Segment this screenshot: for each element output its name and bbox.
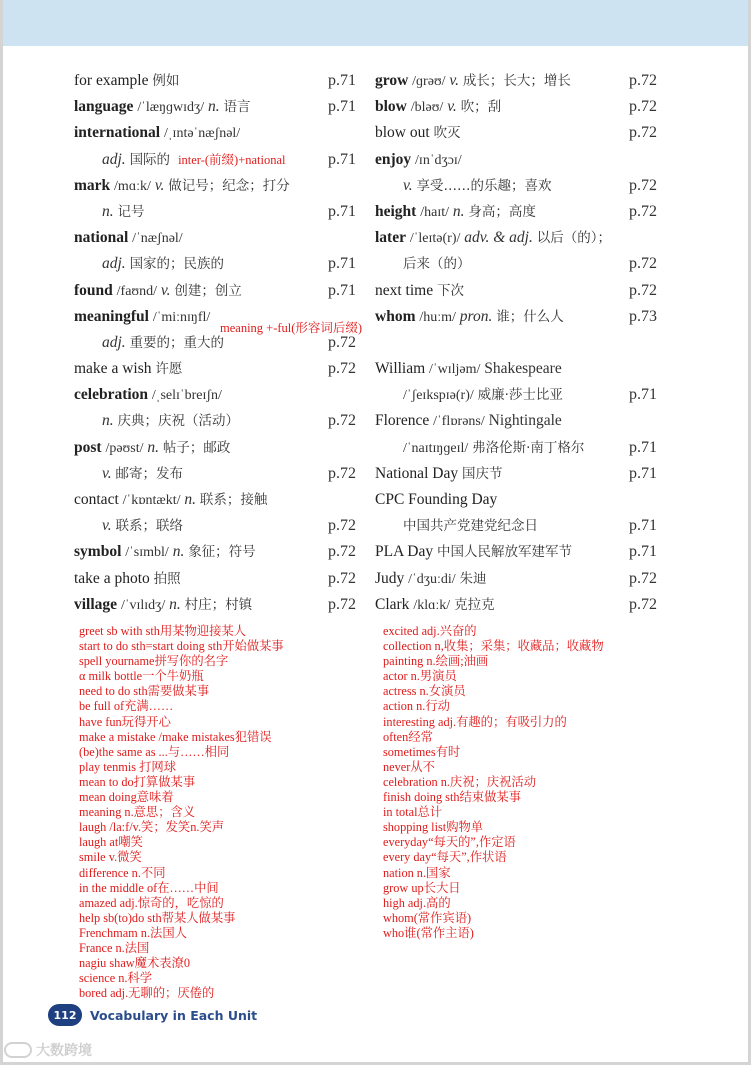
vocab-entry: [74, 147, 356, 173]
vocab-entry: [375, 592, 657, 618]
page-ref: p.72: [328, 569, 356, 587]
part-of-speech: v.: [160, 281, 171, 299]
part-of-speech: v.: [102, 464, 112, 482]
part-of-speech: adv. & adj.: [464, 229, 533, 247]
page-ref: p.72: [629, 72, 657, 89]
part-of-speech: adj.: [102, 255, 126, 273]
part-of-speech: v.: [154, 176, 165, 194]
phonetic: /ˈvɪlɪdʒ/: [120, 597, 166, 613]
note-line: celebration n.庆祝；庆祝活动: [383, 774, 536, 789]
note-line: laugh /la:f/v.笑；发笑n.笑声: [79, 820, 225, 835]
page-ref: p.72: [328, 333, 356, 351]
vocab-entry: [375, 356, 657, 382]
phonetic: /ˈsɪmbl/: [125, 545, 169, 561]
vocab-term: PLA Day: [375, 543, 434, 561]
page-ref: p.71: [328, 202, 356, 220]
vocab-term: village: [74, 595, 118, 613]
note-line: sometimes有时: [383, 744, 461, 759]
vocab-entry: [375, 120, 657, 146]
vocab-entry: [375, 173, 657, 199]
phonetic: /ˈnaɪtɪŋɡeɪl/: [403, 440, 469, 456]
note-line: greet sb with sth用某物迎接某人: [79, 624, 247, 638]
page-ref: p.71: [328, 98, 356, 116]
page-ref: p.72: [629, 98, 657, 116]
vocab-entry: [375, 278, 657, 304]
vocab-term: next time: [375, 281, 434, 299]
vocab-entry: [375, 68, 657, 94]
meaning: 吹；刮: [460, 99, 502, 116]
note-line: Frenchmam n.法国人: [79, 925, 187, 940]
part-of-speech: n.: [452, 202, 465, 220]
phonetic: /ɪnˈdʒɔɪ/: [415, 152, 462, 168]
vocab-entry: [375, 513, 657, 539]
page-ref: p.72: [629, 202, 657, 220]
phonetic: /ˌɪntəˈnæʃnəl/: [164, 126, 241, 142]
vocab-entry: [375, 304, 657, 330]
phonetic: /ˈdʒuːdi/: [408, 571, 456, 587]
note-line: nation n.国家: [383, 865, 451, 880]
vocab-entry: [375, 251, 657, 277]
page-ref: p.72: [629, 569, 657, 587]
note-line: finish doing sth结束做某事: [383, 790, 522, 805]
phonetic: /ɡrəʊ/: [412, 74, 446, 89]
phonetic: /ˈʃeɪkspɪə(r)/: [403, 388, 474, 404]
note-line: nagiu shaw魔术表潦0: [79, 956, 191, 971]
vocab-entry: [74, 408, 356, 434]
part-of-speech: n.: [169, 595, 181, 613]
vocab-entry: [74, 225, 356, 251]
vocab-term: Florence: [375, 412, 430, 430]
meaning: 中国共产党建党纪念日: [403, 518, 538, 535]
part-of-speech: n.: [208, 98, 220, 116]
part-of-speech: pron.: [459, 307, 493, 325]
vocab-entry: [74, 68, 356, 94]
meaning: 弗洛伦斯·南丁格尔: [472, 439, 585, 456]
part-of-speech: n.: [172, 543, 185, 561]
vocab-column-left: [74, 68, 356, 618]
vocab-entry: [74, 120, 356, 146]
vocab-entry: [375, 199, 657, 225]
note-line: shopping list购物单: [383, 820, 484, 835]
note-line: actor n.男演员: [383, 669, 457, 684]
note-line: bored adj.无聊的；厌倦的: [79, 986, 215, 1001]
handwritten-notes-right: [383, 624, 604, 941]
note-line: painting n.绘画;油画: [383, 654, 489, 669]
phonetic: /mɑːk/: [114, 178, 151, 194]
meaning: 享受……的乐趣；喜欢: [416, 177, 552, 194]
note-line: laugh at嘲笑: [79, 835, 143, 850]
vocab-entry: [74, 199, 356, 225]
page-ref: p.71: [328, 281, 356, 299]
part-of-speech: adj.: [102, 333, 126, 351]
note-line: α milk bottle一个牛奶瓶: [79, 669, 204, 684]
note-line: actress n.女演员: [383, 684, 466, 699]
vocab-term: found: [74, 281, 113, 299]
phonetic: /ˌselɪˈbreɪʃn/: [151, 388, 222, 404]
vocab-term: Judy: [375, 569, 405, 587]
vocab-entry: [375, 94, 657, 120]
note-line: have fun玩得开心: [79, 714, 171, 729]
phonetic: /haɪt/: [420, 204, 449, 220]
vocab-entry: [74, 356, 356, 382]
vocab-entry: [74, 513, 356, 539]
vocab-entry: [74, 173, 356, 199]
meaning: 语言: [223, 99, 251, 116]
phonetic: /pəʊst/: [105, 440, 144, 456]
note-line: start to do sth=start doing sth开始做某事: [79, 639, 284, 654]
vocab-entry: [375, 225, 657, 251]
vocab-entry: [375, 461, 657, 487]
meaning: 国庆节: [461, 465, 503, 482]
part-of-speech: n.: [102, 412, 114, 430]
meaning: 克拉克: [454, 596, 495, 613]
handwritten-notes-left: [79, 624, 284, 1001]
meaning: 联系；接触: [199, 492, 268, 508]
phonetic: /bləʊ/: [410, 100, 444, 116]
watermark-logo-icon: [4, 1042, 32, 1058]
meaning: 国际的: [129, 151, 171, 168]
vocab-entry: [74, 435, 356, 461]
vocab-entry: [375, 330, 657, 356]
note-line: whom(常作宾语): [383, 910, 472, 925]
note-line: never从不: [383, 759, 435, 774]
vocab-term: grow: [375, 72, 409, 89]
vocab-term: language: [74, 98, 134, 116]
part-of-speech: v.: [403, 176, 413, 194]
meaning: 成长；长大；增长: [462, 73, 571, 89]
meaning: 国家的；民族的: [129, 256, 225, 273]
vocab-entry: [74, 487, 356, 513]
page-ref: p.72: [328, 360, 356, 378]
vocab-entry: [74, 251, 356, 277]
meaning: Nightingale: [488, 412, 562, 430]
phonetic: /ˈleɪtə(r)/: [409, 231, 461, 247]
note-line: in the middle of在……中间: [79, 880, 219, 895]
vocab-term: for example: [74, 72, 149, 89]
meaning: 庆典；庆祝（活动）: [117, 413, 239, 430]
note-line: science n.科学: [79, 971, 153, 986]
vocab-term: celebration: [74, 386, 149, 404]
vocab-entry: [375, 539, 657, 565]
page-ref: p.72: [328, 412, 356, 430]
meaning: 朱迪: [459, 570, 487, 587]
vocab-column-right: [375, 68, 657, 618]
note-line: amazed adj.惊奇的，吃惊的: [79, 895, 224, 910]
vocab-entry: [74, 566, 356, 592]
page-footer: [48, 1004, 257, 1026]
vocab-term: National Day: [375, 464, 459, 482]
meaning: 创建；创立: [174, 282, 242, 299]
note-line: (be)the same as ...与……相同: [79, 744, 230, 759]
textbook-page: [3, 0, 748, 1062]
meaning: 中国人民解放军建军节: [437, 544, 572, 561]
vocab-entry: [375, 487, 657, 513]
meaning: 做记号；纪念；打分: [168, 177, 290, 194]
vocab-term: take a photo: [74, 569, 150, 587]
part-of-speech: adj.: [102, 150, 126, 168]
vocab-term: height: [375, 202, 417, 220]
vocab-term: contact: [74, 491, 119, 508]
meaning: 帖子；邮政: [162, 439, 231, 456]
page-ref: p.71: [328, 72, 356, 89]
page-number-badge: 112: [48, 1004, 82, 1026]
note-line: in total总计: [383, 805, 443, 820]
annotation: inter-(前缀)+national: [178, 152, 286, 167]
meaning: Shakespeare: [484, 360, 562, 378]
meaning: 后来（的）: [403, 256, 471, 273]
note-line: make a mistake /make mistakes犯错误: [79, 729, 272, 744]
header-band: [3, 0, 748, 46]
page-ref: p.72: [328, 464, 356, 482]
note-line: who谁(常作主语): [383, 925, 474, 940]
meaning: 以后（的）；: [536, 230, 611, 247]
vocab-term: national: [74, 229, 129, 247]
page-ref: p.71: [629, 543, 657, 561]
watermark-text: 大数跨境: [36, 1043, 92, 1059]
vocab-term: enjoy: [375, 150, 412, 168]
part-of-speech: n.: [102, 202, 114, 220]
phonetic: /ˈkɒntækt/: [122, 493, 181, 508]
page-ref: p.71: [328, 150, 356, 168]
page-ref: p.72: [328, 595, 356, 613]
page-ref: p.72: [629, 595, 657, 613]
footer-title: Vocabulary in Each Unit: [90, 1007, 258, 1023]
page-ref: p.71: [629, 517, 657, 535]
note-line: often经常: [383, 729, 433, 744]
note-line: collection n,收集；采集；收藏品；收藏物: [383, 639, 604, 654]
vocab-term: make a wish: [74, 360, 152, 378]
page-ref: p.71: [328, 255, 356, 273]
page-ref: p.72: [328, 517, 356, 535]
meaning: 象征；符号: [188, 544, 256, 561]
note-line: high adj.高的: [383, 895, 451, 910]
vocab-term: international: [74, 124, 161, 142]
note-line: spell yourname拼写你的名字: [79, 654, 229, 669]
vocab-term: meaningful: [74, 307, 149, 325]
vocab-term: mark: [74, 176, 111, 194]
vocab-term: symbol: [74, 543, 122, 561]
phonetic: /klɑːk/: [413, 597, 451, 613]
vocab-entry: [375, 435, 657, 461]
vocab-term: blow: [375, 98, 407, 116]
meaning: 村庄；村镇: [184, 596, 253, 613]
phonetic: /ˈnæʃnəl/: [132, 231, 183, 247]
phonetic: /huːm/: [419, 309, 456, 325]
part-of-speech: n.: [184, 491, 197, 508]
meaning: 重要的；重大的: [129, 334, 225, 351]
meaning: 许愿: [155, 361, 183, 378]
note-line: France n.法国: [79, 940, 150, 955]
phonetic: /ˈmiːnɪŋfl/: [152, 309, 211, 325]
note-line: every day“每天”,作状语: [383, 850, 507, 865]
phonetic: /ˈlæŋɡwɪdʒ/: [137, 100, 205, 116]
vocab-entry: [375, 566, 657, 592]
page-ref: p.72: [629, 255, 657, 273]
meaning: 联系；联络: [115, 518, 183, 535]
note-line: meaning n.意思；含义: [79, 805, 196, 820]
vocab-entry: [375, 408, 657, 434]
vocab-term: William: [375, 360, 426, 378]
vocab-term: Clark: [375, 595, 410, 613]
meaning: 例如: [152, 73, 180, 89]
page-ref: p.72: [629, 124, 657, 142]
note-line: mean doing意味着: [79, 790, 174, 805]
vocab-term: post: [74, 438, 102, 456]
vocab-entry: [74, 382, 356, 408]
meaning: 吹灭: [433, 125, 461, 142]
note-line: grow up长大日: [383, 880, 461, 895]
vocab-entry: [375, 147, 657, 173]
page-ref: p.72: [328, 543, 356, 561]
vocab-entry: [74, 94, 356, 120]
part-of-speech: n.: [147, 438, 159, 456]
vocab-term: whom: [375, 307, 416, 325]
meaning: 记号: [117, 203, 145, 220]
page-ref: p.73: [629, 307, 657, 325]
phonetic: /ˈflɒrəns/: [433, 414, 485, 430]
annotation-meaningful: meaning +-ful(形容词后缀): [220, 321, 363, 335]
meaning: 邮寄；发布: [115, 465, 183, 482]
note-line: interesting adj.有趣的；有吸引力的: [383, 714, 567, 729]
phonetic: /faʊnd/: [116, 283, 157, 299]
meaning: 谁；什么人: [496, 308, 564, 325]
vocab-entry: [74, 278, 356, 304]
page-ref: p.72: [629, 281, 657, 299]
vocab-term: later: [375, 229, 406, 247]
vocab-entry: [74, 461, 356, 487]
part-of-speech: v.: [102, 517, 112, 535]
vocab-entry: [74, 592, 356, 618]
note-line: everyday“每天的”,作定语: [383, 835, 516, 850]
watermark: [4, 1040, 92, 1060]
note-line: difference n.不同: [79, 865, 166, 880]
note-line: be full of充满……: [79, 699, 174, 714]
meaning: 威廉·莎士比亚: [477, 387, 563, 404]
vocab-term: CPC Founding Day: [375, 491, 498, 508]
note-line: need to do sth需要做某事: [79, 684, 210, 699]
page-ref: p.71: [629, 386, 657, 404]
meaning: 拍照: [153, 570, 181, 587]
page-ref: p.71: [629, 464, 657, 482]
note-line: mean to do打算做某事: [79, 774, 196, 789]
phonetic: /ˈwɪljəm/: [429, 362, 481, 378]
vocab-entry: [375, 382, 657, 408]
vocab-entry: [74, 539, 356, 565]
meaning: 下次: [437, 282, 464, 299]
vocab-term: blow out: [375, 124, 430, 142]
note-line: excited adj.兴奋的: [383, 624, 477, 638]
meaning: 身高；高度: [468, 203, 536, 220]
page-ref: p.72: [629, 176, 657, 194]
part-of-speech: v.: [449, 72, 459, 89]
note-line: action n.行动: [383, 699, 450, 714]
note-line: smile v.微笑: [79, 850, 142, 865]
part-of-speech: v.: [447, 98, 457, 116]
note-line: play tenmis 打网球: [79, 759, 177, 774]
page-ref: p.71: [629, 438, 657, 456]
note-line: help sb(to)do sth帮某人做某事: [79, 910, 236, 925]
